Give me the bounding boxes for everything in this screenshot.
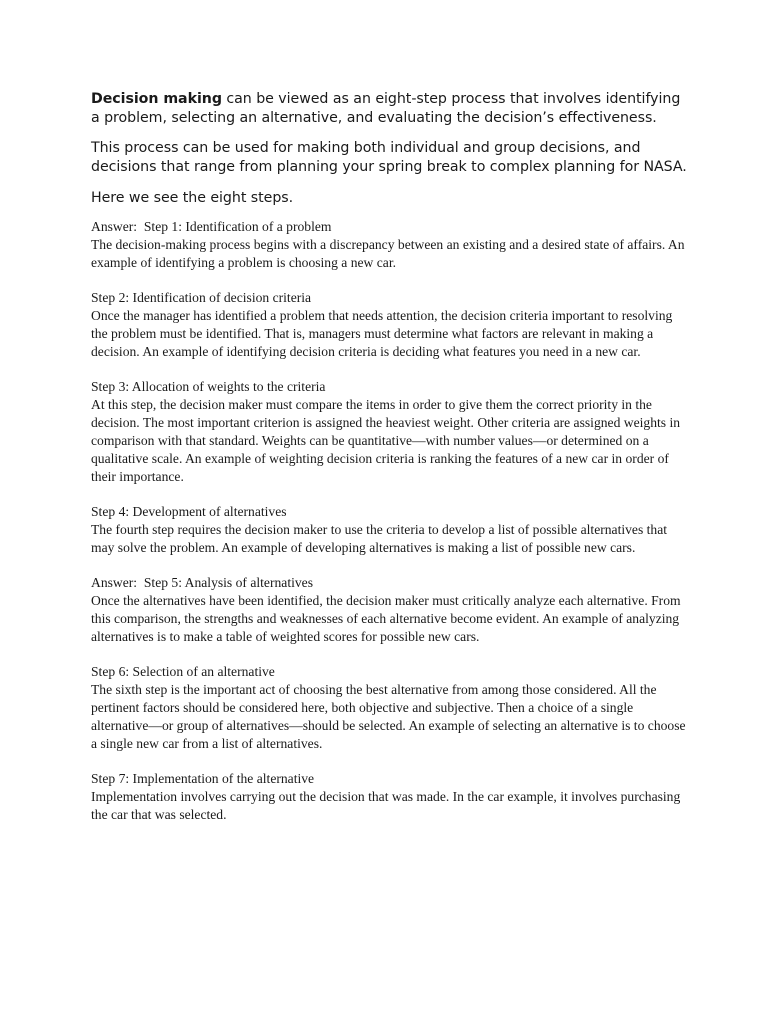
- intro-section: [91, 90, 691, 208]
- step-3: [91, 378, 691, 486]
- step-body: Once the manager has identified a problem that needs attention, the decision criteria important to resolving the problem must be identified. That is, managers must determine what factors are relevant in making a decision. An example of identifying decision criteria is deciding what features you need in a new car.: [91, 308, 673, 359]
- step-body: At this step, the decision maker must compare the items in order to give them the correct priority in the decision. The most important criterion is assigned the heaviest weight. Other criteria are assigned weights in comparison with that standard. Weights can be quantitative—with number values—or determined on a qualitative scale. An example of weighting decision criteria is ranking the features of a new car in order of their importance.: [91, 397, 681, 484]
- intro-paragraph-2: This process can be used for making both individual and group decisions, and decisions that range from planning your spring break to complex planning for NASA.: [91, 140, 687, 175]
- step-4: [91, 503, 691, 557]
- step-heading: Step 3: Allocation of weights to the criteria: [91, 379, 326, 394]
- step-body: The decision-making process begins with a discrepancy between an existing and a desired state of affairs. An example of identifying a problem is choosing a new car.: [91, 237, 685, 270]
- step-heading: Step 2: Identification of decision criteria: [91, 290, 312, 305]
- step-body: The fourth step requires the decision maker to use the criteria to develop a list of possible alternatives that may solve the problem. An example of developing alternatives is making a list of possible new cars.: [91, 522, 668, 555]
- step-heading: Step 4: Development of alternatives: [91, 504, 287, 519]
- step-body: Implementation involves carrying out the decision that was made. In the car example, it involves purchasing the car that was selected.: [91, 789, 681, 822]
- step-2: [91, 289, 691, 361]
- intro-paragraph-3: Here we see the eight steps.: [91, 190, 294, 206]
- step-5: [91, 574, 691, 646]
- document-page: [91, 90, 691, 841]
- intro-paragraph-1-text: can be viewed as an eight-step process that involves identifying a problem, selecting an alternative, and evaluating the decision’s effectiveness.: [91, 91, 681, 126]
- step-body: Once the alternatives have been identified, the decision maker must critically analyze each alternative. From this comparison, the strengths and weaknesses of each alternative become evident. An example of analyzing alternatives is to make a table of weighted scores for possible new cars.: [91, 593, 681, 644]
- step-body: The sixth step is the important act of choosing the best alternative from among those considered. All the pertinent factors should be considered here, both objective and subjective. Then a choice of a single alternative—or group of alternatives—should be selected. An example of selecting an alternative is to choose a single new car from a list of alternatives.: [91, 682, 686, 751]
- step-heading: Answer: Step 5: Analysis of alternatives: [91, 575, 313, 590]
- step-7: [91, 770, 691, 824]
- step-heading: Step 7: Implementation of the alternative: [91, 771, 315, 786]
- step-heading: Step 6: Selection of an alternative: [91, 664, 275, 679]
- decision-making-term: Decision making: [91, 91, 222, 107]
- step-1: [91, 218, 691, 272]
- step-6: [91, 663, 691, 753]
- steps-list: [91, 218, 691, 824]
- step-heading: Answer: Step 1: Identification of a problem: [91, 219, 332, 234]
- intro-paragraph-1: [91, 90, 691, 128]
